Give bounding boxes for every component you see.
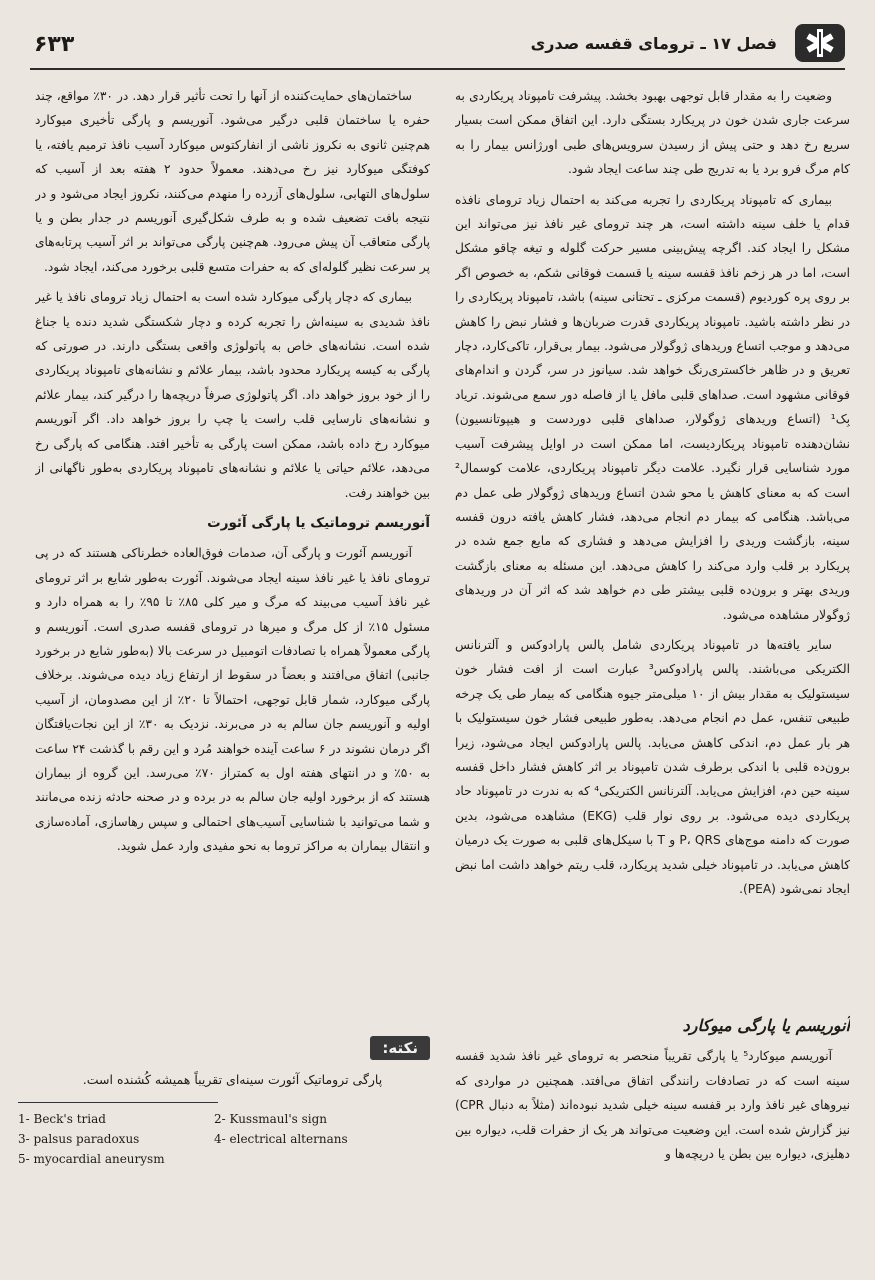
footnote: 1- Beck's triad: [18, 1112, 106, 1126]
medical-star-logo-icon: [795, 24, 845, 62]
footnote-divider: [18, 1102, 218, 1103]
right-column: [455, 84, 850, 1004]
footnote: 5- myocardial aneurysm: [18, 1152, 165, 1166]
chapter-title: فصل ۱۷ ـ ترومای قفسه صدری: [530, 34, 777, 53]
footnote: 3- palsus paradoxus: [18, 1132, 140, 1146]
paragraph: وضعیت را به مقدار قابل توجهی بهبود بخشد. پیشرفت تامپوناد پریکاردی به سرعت جاری شدن خون در پریکارد بستگی دارد. این اتفاق ممکن است بسیار سریع رخ دهد و حتی پیش از رسیدن سرویس‌های طبی اورژانس بیمار را به کام مرگ فرو برد یا به تدریج طی چند ساعت ایجاد شود.: [455, 89, 850, 177]
paragraph: بیماری که دچار پارگی میوکارد شده است به احتمال زیاد ترومای نافذ یا غیر نافذ شدیدی به سینه‌اش را تجربه کرده و دچار شکستگی شدید دنده یا جناغ شده است. نشانه‌های خاص به پاتولوژی واقعی بستگی دارند. در صورتی که پارگی به کیسه پریکارد محدود باشد، بیمار علائم و نشانه‌های تامپوناد پریکاردی را از خود بروز خواهد داد. اگر پاتولوژی صرفاً دریچه‌ها را درگیر کند، بیمار علائم و نشانه‌های نارسایی قلب راست یا چپ را بروز خواهد داد. اگر آنوریسم میوکارد رخ داده باشد، ممکن است پارگی به تأخیر افتد. هنگامی که پارگی رخ می‌دهد، علائم حیاتی یا علائم و نشانه‌های تامپوناد پریکاردی به‌طور ناگهانی از بین خواهند رفت.: [35, 290, 430, 500]
page-number: ۶۳۳: [34, 32, 75, 57]
note-text: پارگی تروماتیک آئورت سینه‌ای تقریباً همیشه کُشنده است.: [82, 1072, 383, 1087]
paragraph: بیماری که تامپوناد پریکاردی را تجربه می‌کند به احتمال زیاد ترومای نافذه قدام یا خلف سینه داشته است، هر چند ترومای غیر نافذ نیز می‌تواند این مشکل را ایجاد کند. اگرچه پیش‌بینی مسیر حرکت گلوله و تیغه چاقو مشکل است، اما در هر زخم نافذ قفسه سینه یا قسمت فوقانی شکم، به خصوص اگر بر روی پره کوردیوم (قسمت مرکزی ـ تحتانی سینه) باشد، تامپوناد پریکاردی را در نظر داشته باشید. تامپوناد پریکاردی قدرت ضربان‌ها و فشار نبض را کاهش می‌دهد و موجب اتساع وریدهای ژوگولار می‌شود. بیمار بی‌قرار، تاکی‌کارد، دچار تعریق و در ظاهر خاکستری‌رنگ خواهد شد. سیانوز در سر، گردن و اندام‌های فوقانی مشهود است. صداهای قلبی مافل یا از فاصله دور سمع می‌شوند. ترياد بِک¹ (اتساع وریدهای ژوگولار، صداهای قلبی دوردست و هیپوتانسیون) نشان‌دهنده تامپوناد پریکاردیست، اما ممکن است در اوایل پیشرفت آسیب مورد شناسایی قرار نگیرد. علامت دیگر تامپوناد پریکاردی، علامت کوسمال² است که به معنای کاهش یا محو شدن اتساع وریدهای ژوگولار طی عمل دم می‌باشد. هنگامی که بیمار دم انجام می‌دهد، فشار کاهش یافته درون قفسه سینه، بازگشت وریدی را افزایش می‌دهد و فشاری که مایع جمع شده در پریکارد بر قلب وارد می‌کند را کاهش می‌دهد. این مسئله به معنای بازگشت وریدی بهتر و برون‌ده قلبی بیشتر طی دم خواهد شد که اثر آن در وریدهای ژوگولار مشاهده می‌شود.: [455, 192, 850, 622]
footnote: 4- electrical alternans: [214, 1132, 348, 1146]
footnotes: [18, 1112, 418, 1166]
paragraph: ساختمان‌های حمایت‌کننده از آنها را تحت تأثیر قرار دهد. در ۳۰٪ مواقع، چند حفره یا ساختمان قلبی درگیر می‌شود. آنوریسم و پارگی تأخیری میوکارد هم‌چنین ثانوی به نکروز ناشی از انفارکتوس میوکارد آسیب نافذ ترمیم یافته، یا کوفتگی میوکارد نیز رخ می‌دهند. معمولاً حدود ۲ هفته بعد از آسیب که سلول‌های التهابی، سلول‌های آزرده را منهدم می‌کنند، نکروز ایجاد می‌شود و در نتیجه بافت تضعیف شده و به طرف شکل‌گیری آنوریسم در جدار بطن و یا پارگی متعاقب آن پیش می‌رود. هم‌چنین پارگی می‌تواند بر اثر آسیب پرتابه‌های پر سرعت نظیر گلوله‌ای که به حفرات متسع قلبی برخورد می‌کند، ایجاد شود.: [35, 89, 430, 274]
myocardial-section: [455, 1010, 850, 1180]
paragraph: آنوریسم میوکارد⁵ یا پارگی تقریباً منحصر به ترومای غیر نافذ شدید قفسه سینه است که در تصادفات رانندگی اتفاق می‌افتد. همچنین در مواردی که نیروهای غیر نافذ وارد بر قفسه سینه خیلی شدید نبوده‌اند (مثلاً به دنبال CPR) نیز گزارش شده است. این وضعیت می‌تواند هر یک از حفرات قلب، دیواره بین دهلیزی، دیواره بین بطن یا دریچه‌ها و: [455, 1049, 850, 1162]
page-header: [30, 22, 845, 70]
section-heading: آنوریسم تروماتیک یا پارگی آئورت: [207, 514, 430, 531]
section-heading: آنوریسم یا پارگی میوکارد: [682, 1016, 850, 1035]
note-label: نکته:: [370, 1036, 430, 1060]
paragraph: سایر یافته‌ها در تامپوناد پریکاردی شامل پالس پارادوکس و آلترنانس الکتریکی می‌باشند. پالس پارادوکس³ عبارت است از افت فشار خون سیستولیک به مقدار بیش از ۱۰ میلی‌متر جیوه هنگامی که بیمار طی یک چرخه طبیعی تنفس، عمل دم انجام می‌دهد. به‌طور طبیعی فشار خون سیستولیک با هر بار عمل دم، اندکی کاهش می‌یابد. پالس پارادوکس ایجاد می‌شود، زیرا برون‌ده قلبی با اندکی برطرف شدن تامپوناد بر اثر کاهش فشار داخل قفسه سینه حین دم، افزایش می‌یابد. آلترنانس الکتریکی⁴ که به ندرت در تامپوناد حاد پریکاردی دیده می‌شود. بر روی نوار قلب (EKG) مشاهده می‌شود، بدین صورت که دامنه موج‌های P، QRS و T با سیکل‌های قلبی به صورت یک درمیان کاهش می‌یابد. در تامپوناد خیلی شدید پریکارد، قلب ریتم خواهد داشت اما نبض ایجاد نمی‌شود (PEA).: [455, 637, 850, 896]
footnote: 2- Kussmaul's sign: [214, 1112, 328, 1126]
paragraph: آنوریسم آئورت و پارگی آن، صدمات فوق‌العاده خطرناکی هستند که در پی ترومای نافذ یا غیر نافذ سینه ایجاد می‌شوند. آئورت به‌طور شایع بر اثر ترومای غیر نافذ آسیب می‌بیند که مرگ و میر کلی ۸۵٪ تا ۹۵٪ را به همراه دارد و مسئول ۱۵٪ از کل مرگ و میرها در ترومای قفسه صدری است. آنوریسم و پارگی معمولاً همراه با تصادفات اتومبیل در سرعت بالا (به‌طور شایع در برخورد جانبی) اتفاق می‌افتند و بعضاً در سقوط از ارتفاع زیاد دیده می‌شوند. برخلاف پارگی میوکارد، شمار قابل توجهی، احتمالاً تا ۲۰٪ از این مصدومان، از آسیب اولیه و آنوریسم جان سالم به در می‌برند. نزدیک به ۳۰٪ از این نجات‌یافتگان اگر درمان نشوند در ۶ ساعت آینده خواهند مُرد و این رقم با گذشت ۲۴ ساعت به ۵۰٪ و در انتهای هفته اول به کمتراز ۷۰٪ می‌رسد. این گروه از بیماران هستند که از برخورد اولیه جان سالم به در برده و در صحنه حادثه زنده می‌مانند و شما می‌توانید با شناسایی آسیب‌های احتمالی و سپس رهاسازی، آماده‌سازی و انتقال بیماران به مراکز تروما به نحو مفیدی وارد عمل شوید.: [35, 546, 430, 854]
left-column: [35, 84, 430, 1004]
